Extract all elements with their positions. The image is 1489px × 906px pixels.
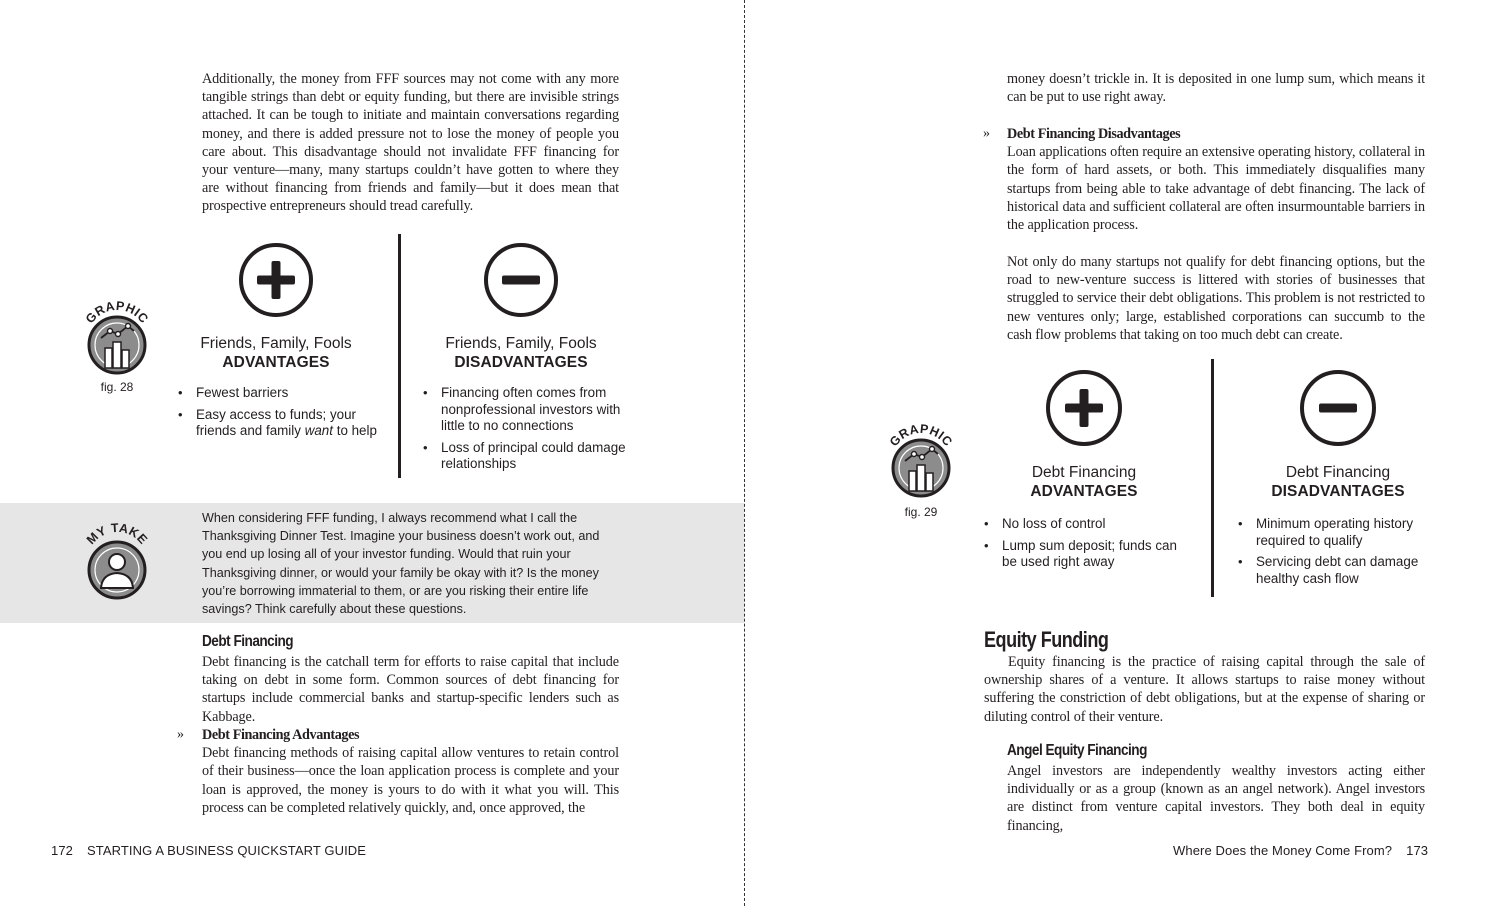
angel-equity-paragraph: Angel investors are independently wealthy investors acting either individually or as a group (known as an angel network). Angel investors are distinct from venture capital investors. They both deal in equity financing, <box>1007 763 1425 834</box>
disadvantages-title-line1: Debt Financing <box>1285 464 1391 481</box>
debt-advantages-paragraph: Debt financing methods of raising capital allow ventures to retain control of their business—once the loan application process is complete and your loan is approved, the money is yours to do with it what you will. This process can be completed relatively quickly, and, once approved, the <box>202 745 619 816</box>
continued-paragraph: money doesn’t trickle in. It is deposited in one lump sum, which means it can be put to use right away. <box>1007 71 1425 106</box>
disadvantages-list <box>421 385 626 478</box>
running-title: Where Does the Money Come From? <box>1173 843 1393 858</box>
disadvantages-title-line2: DISADVANTAGES <box>1271 483 1405 500</box>
figure-divider <box>1211 359 1214 597</box>
debt-advantages-block <box>202 726 619 817</box>
list-item <box>176 407 386 440</box>
disadvantages-title-line1: Friends, Family, Fools <box>445 335 597 352</box>
advantages-title <box>176 334 376 372</box>
left-footer <box>51 843 366 858</box>
page-number: 173 <box>1406 843 1429 858</box>
fig-label: fig. 29 <box>904 505 938 519</box>
bullet-marker: » <box>983 126 990 141</box>
my-take-badge-text: MY TAKE <box>83 522 151 548</box>
debt-advantages-heading: Debt Financing Advantages <box>202 727 360 743</box>
plus-circle-icon <box>1044 369 1124 454</box>
list-item: • Minimum operating history required to qualify <box>1236 516 1436 549</box>
intro-paragraph: Additionally, the money from FFF sources may not come with any more tangible strings than debt or equity funding, but there are invisible strings attached. It can be tough to initiate and maintain conversations regarding money, and there is added pressure not to lose the money of people you care about. This disadvantage should not invalidate FFF financing for your venture—many, many startups couldn’t have gotten to where they are without financing from friends and family—but it does mean that prospective entrepreneurs should tread carefully. <box>202 71 619 215</box>
plus-circle-icon <box>236 242 316 327</box>
debt-disadvantages-paragraph-2: Not only do many startups not qualify for debt financing options, but the road to new-venture success is littered with stories of businesses that struggled to service their debt obligations. This problem is not restricted to new ventures only; large, established corporations can succumb to the cash flow problems that taking on too much debt can create. <box>1007 254 1425 343</box>
advantages-title-line1: Debt Financing <box>1031 464 1137 481</box>
left-page <box>0 0 744 906</box>
disadvantages-title <box>421 334 621 372</box>
debt-disadvantages-heading: Debt Financing Disadvantages <box>1007 126 1181 142</box>
my-take-text: When considering FFF funding, I always recommend what I call the Thanksgiving Dinner Test. Imagine your business doesn’t work out, and you end up losing all of your investor funding. Would that ruin your Thanksgiving dinner, or would your family be okay with it? Is the money you’re borrowing immaterial to them, or are you risking their entire life savings? Think carefully about these questions. <box>202 511 600 617</box>
right-page <box>746 0 1489 906</box>
advantages-list <box>982 516 1187 576</box>
right-footer <box>1173 843 1428 858</box>
advantages-title-line2: ADVANTAGES <box>222 354 330 371</box>
debt-disadvantages-block <box>1007 125 1425 234</box>
badge-text: GRAPHIC <box>82 300 152 327</box>
minus-circle-icon <box>1298 369 1378 454</box>
figure-divider <box>398 234 401 478</box>
advantages-title-line2: ADVANTAGES <box>1030 483 1138 500</box>
disadvantages-title-line2: DISADVANTAGES <box>454 354 588 371</box>
disadvantages-list <box>1236 516 1436 592</box>
my-take-badge-icon <box>77 522 157 602</box>
angel-equity-heading: Angel Equity Financing <box>1007 742 1147 759</box>
disadvantages-title <box>1238 463 1438 501</box>
debt-financing-heading: Debt Financing <box>202 633 294 650</box>
graphic-badge-icon <box>881 423 961 503</box>
badge-text: GRAPHIC <box>886 423 956 450</box>
list-item-text: Easy access to funds; your friends and family <box>196 406 357 438</box>
list-item: • Servicing debt can damage healthy cash flow <box>1236 554 1436 587</box>
list-item: • No loss of control <box>982 516 1187 533</box>
list-item-emphasis: want <box>304 423 333 438</box>
list-item: • Fewest barriers <box>176 385 386 402</box>
list-item: • Loss of principal could damage relationships <box>421 440 626 473</box>
minus-circle-icon <box>481 242 561 327</box>
graphic-badge-icon <box>77 300 157 380</box>
list-item: • Lump sum deposit; funds can be used right away <box>982 538 1187 571</box>
page-gutter-divider <box>744 0 745 906</box>
running-title: STARTING A BUSINESS QUICKSTART GUIDE <box>87 843 367 858</box>
advantages-title-line1: Friends, Family, Fools <box>200 335 352 352</box>
equity-funding-paragraph: Equity financing is the practice of raising capital through the sale of ownership shares of a venture. It allows startups to raise money without suffering the constriction of debt obligations, but at the expense of sharing or diluting control of their venture. <box>984 654 1425 725</box>
bullet-marker: » <box>177 727 184 742</box>
advantages-title <box>984 463 1184 501</box>
page-number: 172 <box>51 843 73 858</box>
list-item: • Financing often comes from nonprofessional investors with little to no connections <box>421 385 626 435</box>
advantages-list <box>176 385 386 445</box>
debt-disadvantages-paragraph-1: Loan applications often require an extensive operating history, collateral in the form of hard assets, or both. This immediately disqualifies many startups from being able to take advantage of debt financing. The lack of historical data and sufficient collateral are often insurmountable barriers in the application process. <box>1007 144 1425 234</box>
debt-financing-paragraph: Debt financing is the catchall term for efforts to raise capital that include taking on debt in some form. Common sources of debt financing for startups include commercial banks and startup-specific lenders such as Kabbage. <box>202 654 619 725</box>
equity-funding-heading: Equity Funding <box>984 627 1109 652</box>
fig-label: fig. 28 <box>100 380 134 394</box>
list-item-text-end: to help <box>336 423 377 438</box>
